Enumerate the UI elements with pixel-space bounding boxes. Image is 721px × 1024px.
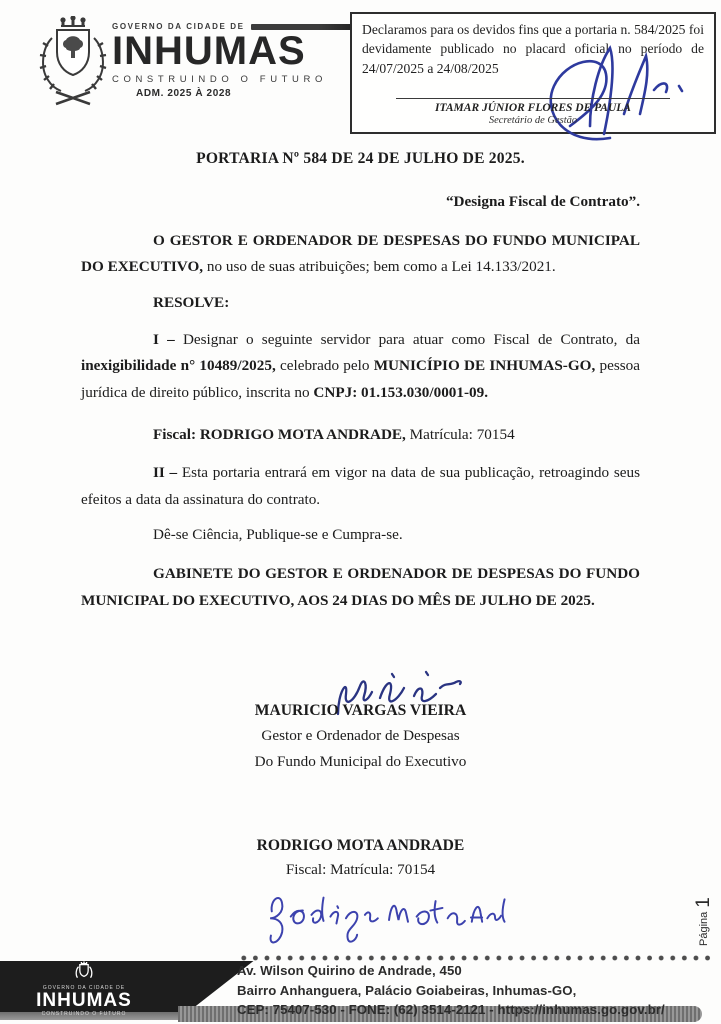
document-body bbox=[81, 150, 640, 614]
rodrigo-signature-ink bbox=[258, 882, 508, 946]
logo-tagline: CONSTRUINDO O FUTURO bbox=[112, 73, 327, 85]
footer-address bbox=[237, 961, 677, 1020]
page-indicator bbox=[694, 874, 714, 946]
mauricio-role-line2: Do Fundo Municipal do Executivo bbox=[254, 752, 467, 770]
stamp-signature-line bbox=[396, 98, 670, 99]
closing-order-line: Dê-se Ciência, Publique-se e Cumpra-se. bbox=[153, 526, 403, 544]
footer-logo-name: INHUMAS bbox=[36, 990, 132, 1011]
footer-coat-of-arms-icon bbox=[73, 961, 95, 985]
rodrigo-name: RODRIGO MOTA ANDRADE bbox=[256, 837, 465, 854]
mauricio-name: MAURICIO VARGAS VIEIRA bbox=[254, 702, 467, 719]
item-II-paragraph: II – Esta portaria entrará em vigor na data de sua publicação, retroagindo seus efeitos a data da assinatura do contrato. bbox=[81, 464, 640, 508]
logo-city-name: INHUMAS bbox=[112, 29, 306, 73]
preamble-paragraph: O GESTOR E ORDENADOR DE DESPESAS DO FUNDO MUNICIPAL DO EXECUTIVO, no uso de suas atribuições; bem como a Lei 14.133/2021. bbox=[81, 232, 640, 276]
footer-address-line3: CEP: 75407-530 - FONE: (62) 3514-2121 - https://inhumas.go.gov.br/ bbox=[237, 1002, 665, 1017]
footer-logo bbox=[32, 961, 136, 1017]
cabinet-paragraph: GABINETE DO GESTOR E ORDENADOR DE DESPESAS DO FUNDO MUNICIPAL DO EXECUTIVO, AOS 24 DIAS DO MÊS DE JULHO DE 2025. bbox=[81, 565, 640, 609]
fiscal-designation-line: Fiscal: RODRIGO MOTA ANDRADE, Matrícula: 70154 bbox=[153, 426, 515, 444]
item-I-paragraph: I – Designar o seguinte servidor para atuar como Fiscal de Contrato, da inexigibilidade n° 10489/2025, celebrado pelo MUNICÍPIO DE INHUMAS-GO, pessoa jurídica de direito público, inscrita no CNPJ: 01.153.030/0001-09. bbox=[81, 330, 641, 401]
rodrigo-role: Fiscal: Matrícula: 70154 bbox=[285, 861, 436, 878]
page-indicator-label: Página bbox=[698, 911, 710, 946]
publication-stamp-box bbox=[350, 12, 716, 134]
mauricio-role-line1: Gestor e Ordenador de Despesas bbox=[261, 727, 460, 744]
page-indicator-number: 1 bbox=[693, 897, 714, 908]
logo-administration-years: ADM. 2025 À 2028 bbox=[136, 87, 232, 99]
document-title: PORTARIA Nº 584 DE 24 DE JULHO DE 2025. bbox=[196, 150, 525, 167]
header-logo bbox=[112, 22, 342, 99]
mauricio-signature-block bbox=[0, 702, 721, 774]
stamp-signer-name: ITAMAR JÚNIOR FLORES DE PAULA bbox=[435, 102, 631, 114]
city-coat-of-arms-icon bbox=[36, 16, 110, 108]
stamp-declaration-text: Declaramos para os devidos fins que a portaria n. 584/2025 foi devidamente publicado no placard oficial no período de 24/07/2025 a 24/08/2025 bbox=[362, 22, 704, 76]
logo-small-top: GOVERNO DA CIDADE DE bbox=[112, 22, 245, 31]
document-subtitle: “Designa Fiscal de Contrato”. bbox=[445, 193, 640, 210]
footer-address-line1: Av. Wilson Quirino de Andrade, 450 bbox=[237, 963, 462, 978]
rodrigo-signature-block bbox=[0, 837, 721, 883]
resolve-label: RESOLVE: bbox=[153, 293, 230, 311]
footer-logo-tagline: CONSTRUINDO O FUTURO bbox=[41, 1010, 127, 1017]
stamp-signer-role: Secretário de Gestão bbox=[488, 115, 578, 126]
footer-address-line2: Bairro Anhanguera, Palácio Goiabeiras, Inhumas-GO, bbox=[237, 982, 577, 998]
footer-logo-small-top: GOVERNO DA CIDADE DE bbox=[42, 985, 126, 991]
